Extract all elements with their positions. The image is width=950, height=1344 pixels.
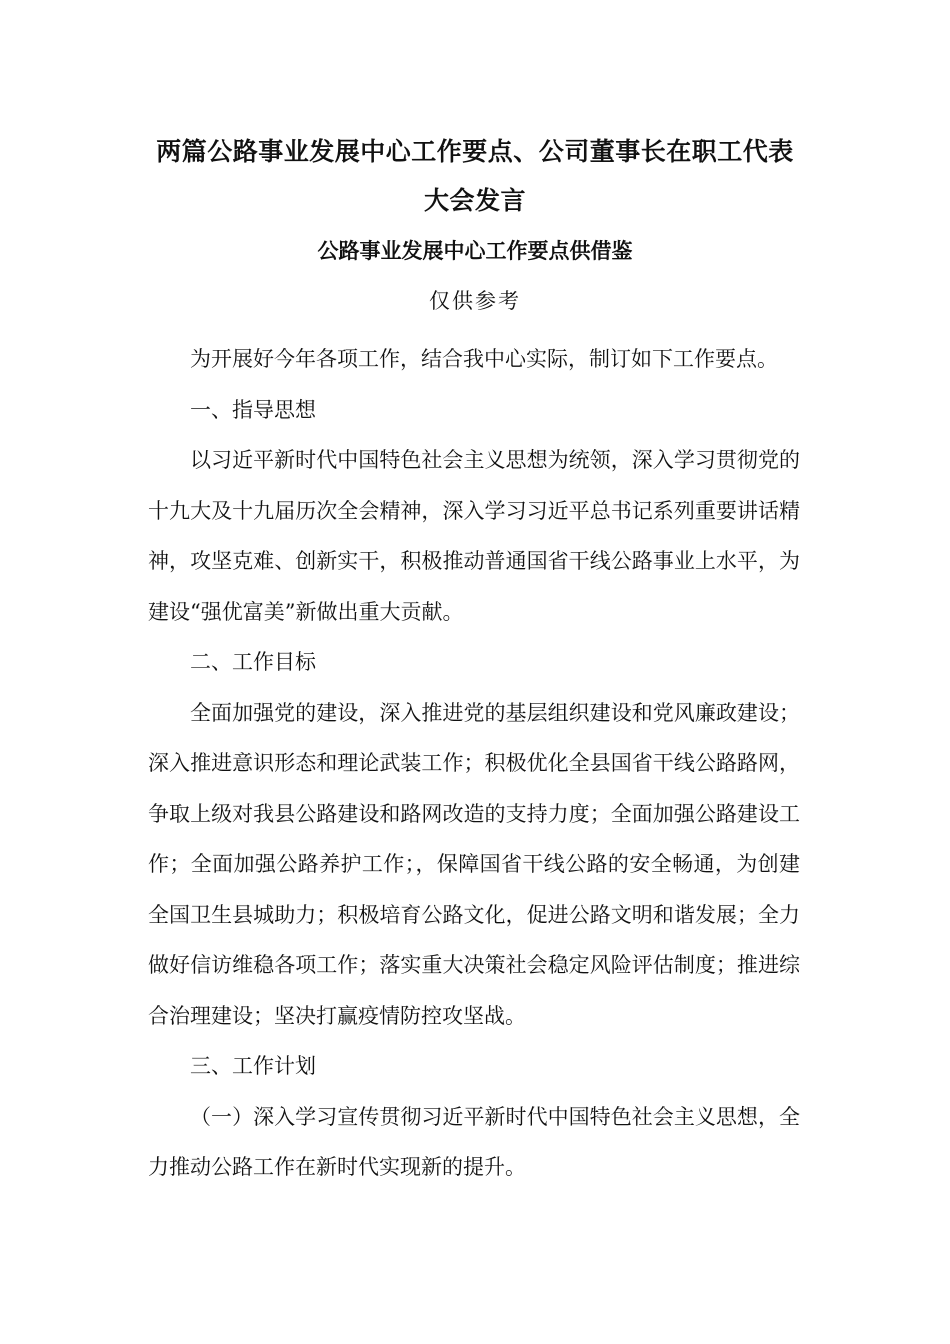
document-body <box>148 334 800 1193</box>
reference-note: 仅供参考 <box>429 289 521 313</box>
section-heading-work-goals: 二、工作目标 <box>190 650 316 674</box>
document-subtitle: 公路事业发展中心工作要点供借鉴 <box>317 239 633 263</box>
document-title-line-1: 两篇公路事业发展中心工作要点、公司董事长在职工代表 <box>156 137 794 166</box>
intro-paragraph: 为开展好今年各项工作，结合我中心实际，制订如下工作要点。 <box>190 347 778 371</box>
guiding-ideology-paragraph: 以习近平新时代中国特色社会主义思想为统领，深入学习贯彻党的十九大及十九届历次全会精神，深入学习习近平总书记系列重要讲话精神，攻坚克难、创新实干，积极推动普通国省干线公路事业上水平，为建设“强优富美”新做出重大贡献。 <box>148 448 800 624</box>
document-title-line-2: 大会发言 <box>423 186 526 215</box>
work-plan-item-1: （一）深入学习宣传贯彻习近平新时代中国特色社会主义思想，全力推动公路工作在新时代实现新的提升。 <box>148 1104 800 1179</box>
section-heading-work-plan: 三、工作计划 <box>190 1054 316 1078</box>
section-heading-guiding-ideology: 一、指导思想 <box>190 397 316 422</box>
work-goals-paragraph: 全面加强党的建设，深入推进党的基层组织建设和党风廉政建设；深入推进意识形态和理论武装工作；积极优化全县国省干线公路路网，争取上级对我县公路建设和路网改造的支持力度；全面加强公路建设工作；全面加强公路养护工作；，保障国省干线公路的安全畅通，为创建全国卫生县城助力；积极培育公路文化，促进公路文明和谐发展；全力做好信访维稳各项工作；落实重大决策社会稳定风险评估制度；推进综合治理建设；坚决打赢疫情防控攻坚战。 <box>148 700 800 1028</box>
